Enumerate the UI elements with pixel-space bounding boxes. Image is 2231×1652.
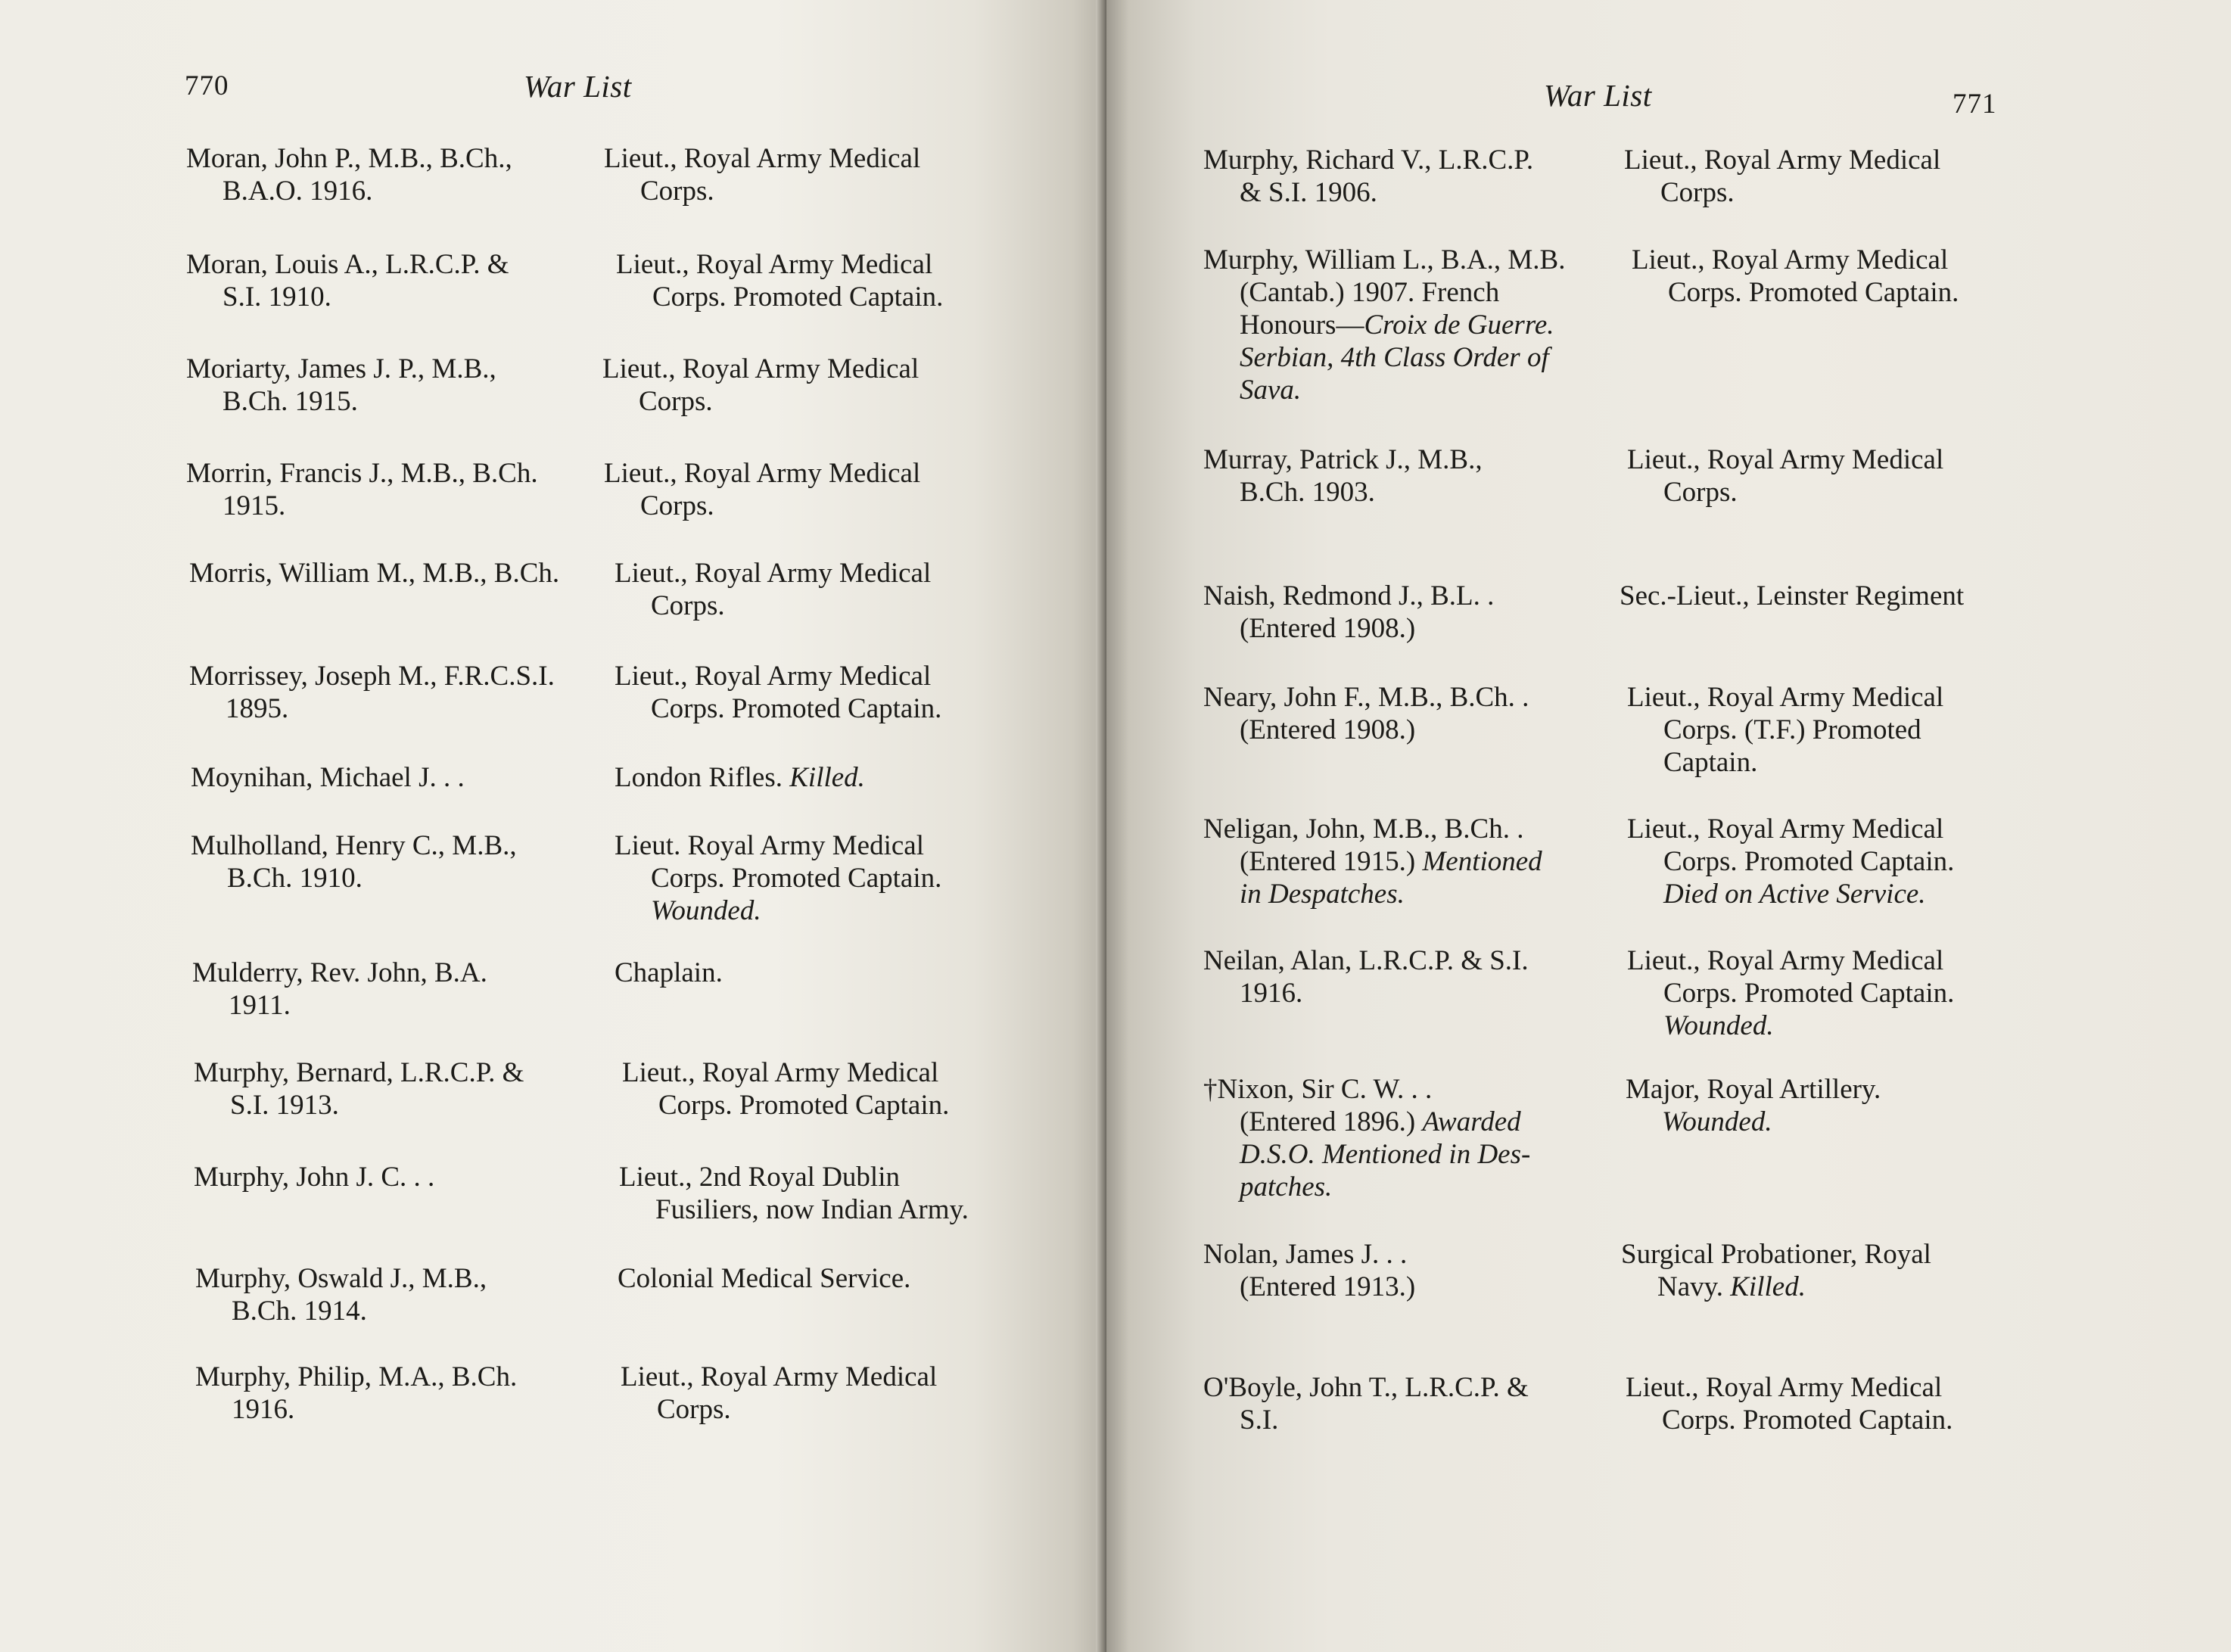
entry-service: Lieut., Royal Army Medical Corps. Promoted Captain. Died on Active Service. [1627,814,1955,910]
entry-name: Murphy, William L., B.A., M.B. (Cantab.) 1907. French Honours—Croix de Guerre. Serbian, 4th Class Order of Sava. [1203,244,1566,406]
running-head: War List [1544,78,1652,113]
right-page [1106,0,2231,1652]
entry-name: Neligan, John, M.B., B.Ch. . (Entered 1915.) Mentioned in Despatches. [1203,814,1542,910]
entry-service: Sec.-Lieut., Leinster Regiment [1620,580,1965,611]
entry-name: Morrissey, Joseph M., F.R.C.S.I. 1895. [189,661,555,724]
entry-name: Murphy, Bernard, L.R.C.P. & S.I. 1913. [194,1057,524,1121]
entry-service: Surgical Probationer, Royal Navy. Killed. [1621,1239,1931,1302]
entry-service: Lieut., Royal Army Medical Corps. Promoted Captain. [616,249,944,313]
entry-service: Lieut., Royal Army Medical Corps. [621,1361,938,1425]
page-number: 770 [185,70,229,101]
entry-name: Mulholland, Henry C., M.B., B.Ch. 1910. [191,830,517,894]
entry-service: Lieut., Royal Army Medical Corps. [615,558,932,621]
entry-service: Major, Royal Artillery. Wounded. [1626,1074,1881,1137]
entry-name: Moran, John P., M.B., B.Ch., B.A.O. 1916. [186,143,512,207]
entry-service: Lieut., Royal Army Medical Corps. Promoted Captain. Wounded. [1627,945,1955,1041]
entry-name: Murphy, Oswald J., M.B., B.Ch. 1914. [195,1263,487,1327]
entry-name: Moriarty, James J. P., M.B., B.Ch. 1915. [186,353,496,417]
entry-service: Lieut., Royal Army Medical Corps. [604,143,921,207]
entry-name: Murphy, Philip, M.A., B.Ch. 1916. [195,1361,518,1425]
entry-service: Lieut. Royal Army Medical Corps. Promoted Captain. Wounded. [615,830,942,926]
entry-name: Moynihan, Michael J. . . [191,762,465,793]
entry-service: Chaplain. [615,957,723,988]
entry-service: London Rifles. Killed. [615,762,865,793]
entry-name: Murphy, Richard V., L.R.C.P. & S.I. 1906. [1203,145,1534,208]
entry-name: †Nixon, Sir C. W. . . (Entered 1896.) Awarded D.S.O. Mentioned in Des- patches. [1203,1074,1531,1202]
entry-service: Lieut., Royal Army Medical Corps. [604,458,921,521]
entry-name: Neilan, Alan, L.R.C.P. & S.I. 1916. [1203,945,1529,1009]
entry-service: Lieut., Royal Army Medical Corps. Promoted Captain. [1632,244,1959,308]
entry-service: Lieut., 2nd Royal Dublin Fusiliers, now Indian Army. [619,1162,969,1225]
entry-service: Colonial Medical Service. [618,1263,911,1294]
running-head: War List [524,69,632,104]
entry-service: Lieut., Royal Army Medical Corps. [1624,145,1941,208]
entry-name: O'Boyle, John T., L.R.C.P. & S.I. [1203,1372,1529,1436]
page-number: 771 [1953,89,1997,120]
entry-name: Murray, Patrick J., M.B., B.Ch. 1903. [1203,444,1483,508]
entry-name: Moran, Louis A., L.R.C.P. & S.I. 1910. [186,249,509,313]
entry-service: Lieut., Royal Army Medical Corps. Promoted Captain. [615,661,942,724]
entry-name: Neary, John F., M.B., B.Ch. . (Entered 1908.) [1203,682,1529,745]
entry-service: Lieut., Royal Army Medical Corps. Promoted Captain. [622,1057,950,1121]
entry-service: Lieut., Royal Army Medical Corps. [602,353,919,417]
entry-service: Lieut., Royal Army Medical Corps. Promoted Captain. [1626,1372,1953,1436]
entry-name: Morris, William M., M.B., B.Ch. [189,558,560,589]
entry-service: Lieut., Royal Army Medical Corps. [1627,444,1944,508]
entry-service: Lieut., Royal Army Medical Corps. (T.F.) Promoted Captain. [1627,682,1944,778]
entry-name: Naish, Redmond J., B.L. . (Entered 1908.) [1203,580,1495,644]
entry-name: Nolan, James J. . . (Entered 1913.) [1203,1239,1416,1302]
entry-name: Murphy, John J. C. . . [194,1162,435,1193]
left-page [0,0,1106,1652]
entry-name: Mulderry, Rev. John, B.A. 1911. [192,957,487,1021]
entry-name: Morrin, Francis J., M.B., B.Ch. 1915. [186,458,538,521]
